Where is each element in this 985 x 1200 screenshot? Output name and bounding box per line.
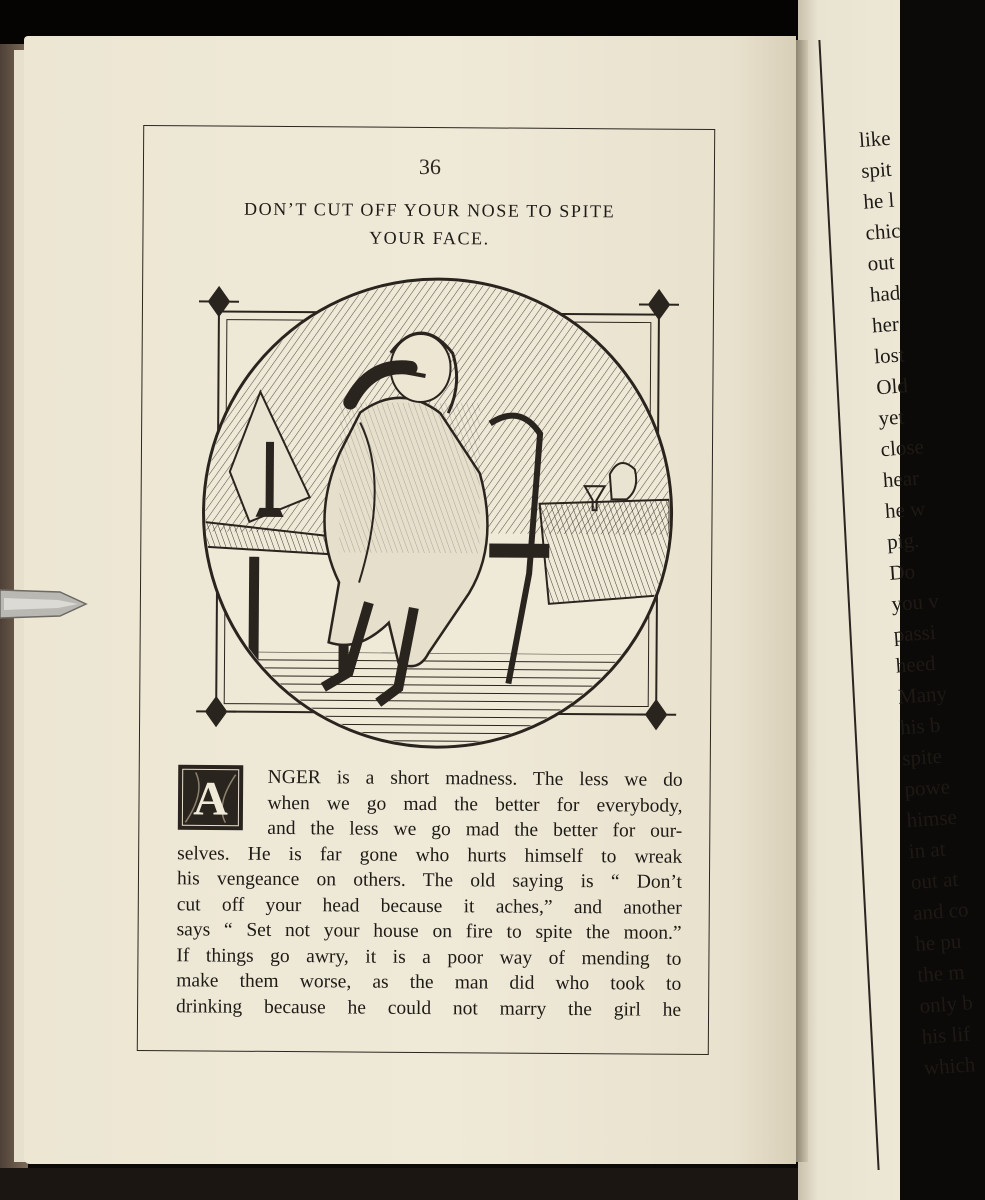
- body-line: his vengeance on others. The old saying is “ Don’t: [176, 868, 683, 893]
- body-line: If things go awry, it is a poor way of mending to: [176, 944, 682, 970]
- facing-page-line: his lif: [920, 1021, 971, 1049]
- facing-page-line: spit: [860, 156, 893, 183]
- facing-page-line: the m: [916, 959, 966, 987]
- body-line: cut off your head because it aches,” and another: [176, 893, 682, 919]
- body-line: when we go mad the better for everybody,: [267, 792, 683, 817]
- facing-page-line: only b: [918, 990, 974, 1018]
- page-clip-icon: [0, 582, 90, 626]
- chapter-title-line-2: YOUR FACE.: [369, 227, 490, 249]
- facing-page-line: chic: [864, 218, 902, 245]
- chapter-title: [203, 194, 655, 253]
- body-text: [176, 764, 683, 1023]
- facing-page-line: his b: [899, 712, 942, 740]
- facing-page-line: and co: [912, 897, 970, 926]
- facing-page-line: out at: [910, 866, 959, 895]
- facing-page-line: spite: [901, 743, 943, 771]
- facing-page-line: powe: [903, 774, 951, 802]
- facing-page-line: he w: [884, 496, 926, 524]
- facing-page-line: he pu: [914, 928, 963, 956]
- facing-page-line: Do: [888, 559, 916, 585]
- drop-cap-ornament: [177, 764, 243, 830]
- facing-page-line: Old: [875, 373, 909, 400]
- body-line: make them worse, as the man did who took to: [176, 970, 682, 995]
- facing-page-line: himse: [905, 804, 958, 833]
- body-line: NGER is a short madness. The less we do: [267, 766, 683, 791]
- body-line: and the less we go mad the better for our-: [267, 817, 683, 842]
- facing-page-line: you v: [890, 588, 940, 616]
- drop-cap-letter: A: [193, 772, 229, 826]
- facing-page-line: heed: [894, 650, 937, 678]
- facing-page-line: which: [923, 1052, 976, 1080]
- page-number: 36: [418, 153, 442, 180]
- facing-page-line: in at: [907, 836, 947, 864]
- facing-page-line: like: [858, 125, 892, 152]
- background-shadow-bottom: [0, 1168, 900, 1200]
- facing-page-line: he l: [862, 187, 896, 214]
- facing-page-line: passi: [892, 619, 937, 647]
- body-line: says “ Set not your house on fire to spite the moon.”: [176, 919, 682, 944]
- facing-page-line: had: [869, 280, 901, 307]
- facing-page-line: close: [879, 434, 925, 462]
- body-line: drinking because he could not marry the girl he: [176, 995, 682, 1021]
- facing-page-line: her: [871, 311, 900, 338]
- body-line: selves. He is far gone who hurts himself to wreak: [177, 842, 683, 868]
- facing-page-line: lost: [873, 342, 906, 369]
- facing-page-line: Many: [897, 681, 948, 709]
- facing-page-line: yet: [877, 404, 905, 431]
- page-border-frame: [137, 125, 715, 1055]
- facing-page-line: out: [866, 249, 896, 276]
- chapter-title-line-1: DON’T CUT OFF YOUR NOSE TO SPITE: [243, 198, 616, 222]
- engraving-illustration: [188, 271, 687, 754]
- facing-page-line: hear: [881, 465, 920, 493]
- facing-page-line: pig.: [886, 527, 921, 554]
